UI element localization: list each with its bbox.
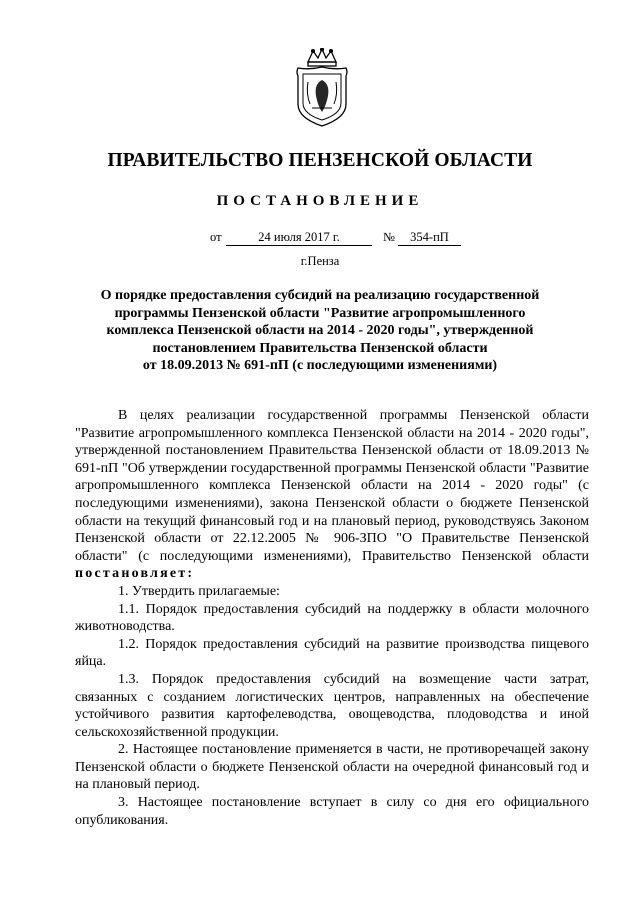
penza-coat-of-arms-icon (294, 48, 350, 128)
heading-line: постановлением Правительства Пензенской области (152, 340, 488, 356)
preamble-paragraph (75, 407, 589, 583)
document-meta (0, 230, 640, 248)
item-1-3: 1.3. Порядок предоставления субсидий на возмещение части затрат, связанных с созданием логистических центров, направленных на обеспечение устойчивого развития картофелеводства, овощеводства, плодоводства и иной сельскохозяйственной продукции. (75, 671, 589, 740)
heading-line: от 18.09.2013 № 691-пП (с последующими изменениями) (142, 358, 498, 373)
document-type: ПОСТАНОВЛЕНИЕ (216, 193, 424, 209)
document-body (75, 407, 589, 829)
preamble-text: В целях реализации государственной программы Пензенской области "Развитие агропромышленного комплекса Пензенской области на 2014 - 2020 годы", утвержденной постановлением Правительства Пензенской области от 18.09.2013 № 691-пП "Об утверждении государственной программы Пензенской области "Развитие агропромышленного комплекса Пензенской области на 2014 - 2020 годы" (с последующими изменениями), закона Пензенской области о бюджете Пензенской области на текущий финансовый год и на плановый период, руководствуясь Законом Пензенской области от 22.12.2005 № 906-ЗПО "О Правительстве Пензенской области" (с последующими изменениями), Правительство Пензенской области (75, 408, 589, 564)
government-title: ПРАВИТЕЛЬСТВО ПЕНЗЕНСКОЙ ОБЛАСТИ (107, 150, 533, 171)
number-label: № (383, 230, 395, 244)
city: г.Пенза (300, 254, 340, 268)
heading-line: программы Пензенской области "Развитие агропромышленного (114, 305, 526, 321)
item-2: 2. Настоящее постановление применяется в части, не противоречащей закону Пензенской области о бюджете Пензенской области на очередной финансовый год и на плановый период. (75, 742, 589, 793)
document-date: 24 июля 2017 г. (226, 230, 372, 246)
item-1: 1. Утвердить прилагаемые: (118, 583, 280, 599)
item-3: 3. Настоящее постановление вступает в силу со дня его официального опубликования. (75, 795, 589, 828)
document-number: 354-пП (398, 230, 461, 246)
heading-line: комплекса Пензенской области на 2014 - 2020 годы", утвержденной (106, 323, 534, 338)
item-1-1: 1.1. Порядок предоставления субсидий на поддержку в области молочного животноводства. (75, 601, 589, 635)
heading-line: О порядке предоставления субсидий на реализацию государственной (100, 288, 540, 303)
from-label: от (210, 230, 222, 244)
resolves-word: постановляет: (75, 566, 195, 582)
document-heading (70, 287, 570, 375)
item-1-2: 1.2. Порядок предоставления субсидий на развитие производства пищевого яйца. (75, 636, 589, 670)
